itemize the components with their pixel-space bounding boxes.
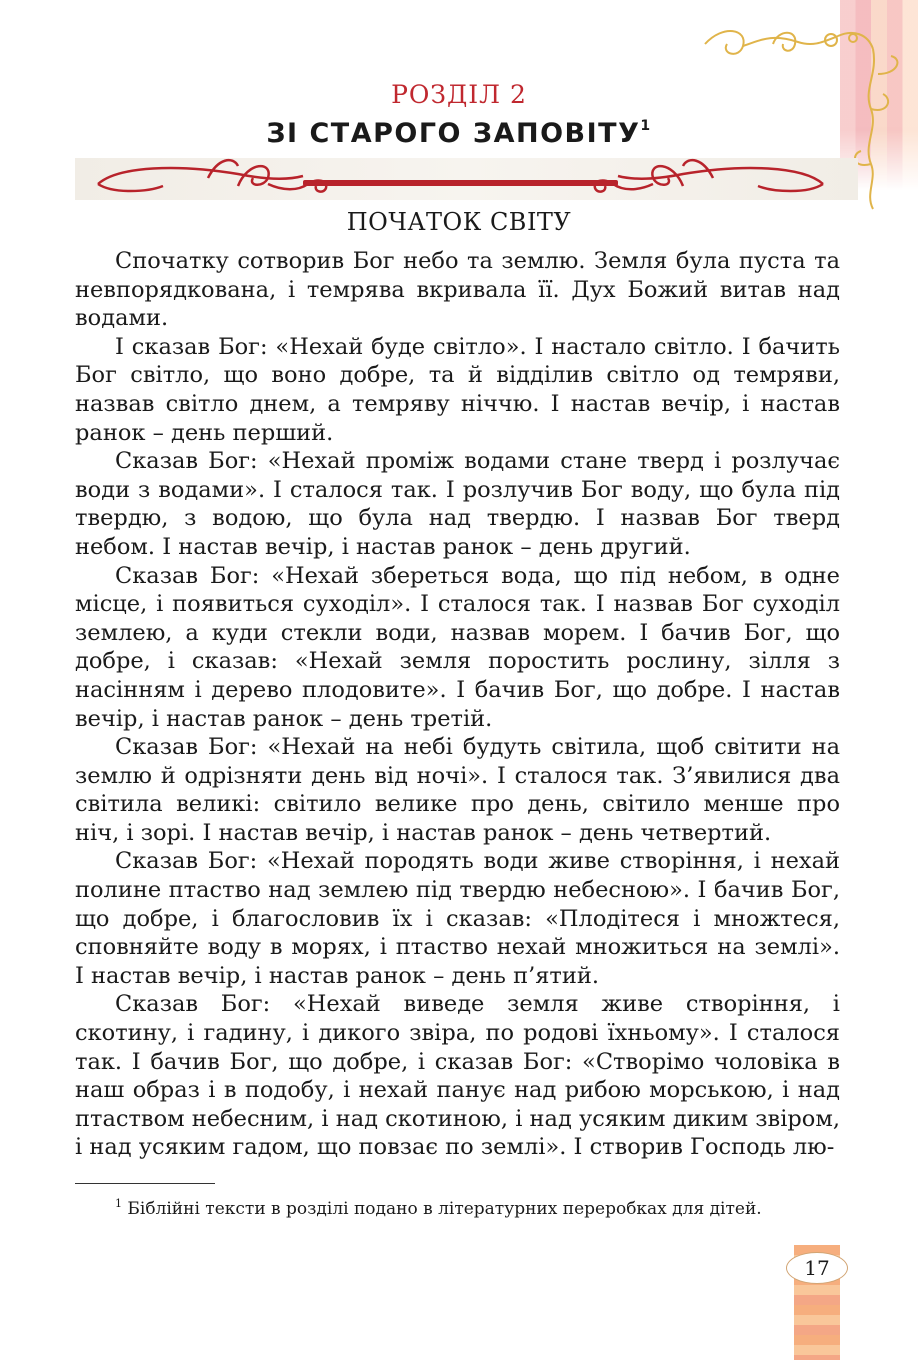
paragraph: Сказав Бог: «Нехай проміж водами стане тверд і розлучає води з водами». І сталося так. І розлучив Бог воду, що була під твердю, з водою, що була над твердю. І назвав Бог тверд небом. І настав вечір, і настав ранок – день другий. xyxy=(75,448,840,560)
paragraph: Спочатку сотворив Бог небо та землю. Земля була пуста та невпорядкована, і темрява вкривала її. Дух Божий витав над водами. xyxy=(75,248,840,332)
paragraph: Сказав Бог: «Нехай збереться вода, що під небом, в одне місце, і появиться суходіл». І сталося так. І назвав Бог суходіл землею, а куди стекли води, назвав морем. І бачив Бог, що добре, і сказав: «Нехай земля поростить рослину, зілля з насінням і дерево плодовите». І бачив Бог, що добре. І настав вечір, і настав ранок – день третій. xyxy=(75,562,840,732)
footnote-text: Біблійні тексти в розділі подано в літературних переробках для дітей. xyxy=(127,1199,762,1219)
chapter-title xyxy=(0,118,918,149)
paragraph: Сказав Бог: «Нехай виведе земля живе створіння, і скотину, і гадину, і дикого звіра, по родові їхньому». І сталося так. І бачив Бог, що добре, і сказав Бог: «Створімо чоловіка в наш образ і в подобу, і нехай панує над рибою морською, і над птаством небесним, і над скотиною, і над усяким диким звіром, і над усяким гадом, що повзає по землі». І створив Господь лю- xyxy=(75,991,841,1161)
chapter-title-footnote-mark: 1 xyxy=(640,118,652,134)
chapter-title-text: ЗІ СТАРОГО ЗАПОВІТУ xyxy=(266,118,641,149)
paragraph: І сказав Бог: «Нехай буде світло». І настало світло. І бачить Бог світло, що воно добре, та й відділив світло од темряви, назвав світло днем, а темряву ніччю. І настав вечір, і настав ранок – день перший. xyxy=(75,333,840,446)
red-scroll-ornament xyxy=(88,156,833,202)
section-title: ПОЧАТОК СВІТУ xyxy=(346,208,572,236)
body-text xyxy=(75,247,840,1162)
chapter-label: РОЗДІЛ 2 xyxy=(391,80,527,109)
footnote xyxy=(75,1192,840,1221)
footnote-mark: 1 xyxy=(115,1197,122,1210)
paragraph: Сказав Бог: «Нехай породять води живе створіння, і нехай полине птаство над землею під твердю небесною». І бачив Бог, що добре, і благословив їх і сказав: «Плодітеся і множтеся, сповняйте воду в морях, і птаство нехай множиться на землі». І настав вечір, і настав ранок – день п’ятий. xyxy=(75,848,840,989)
footnote-divider xyxy=(75,1183,215,1184)
paragraph: Сказав Бог: «Нехай на небі будуть світила, щоб світити на землю й одрізняти день від ночі». І сталося так. З’явилися два світила великі: світило велике про день, світило менше про ніч, і зорі. І настав вечір, і настав ранок – день четвертий. xyxy=(75,734,840,846)
page-number: 17 xyxy=(786,1252,848,1284)
